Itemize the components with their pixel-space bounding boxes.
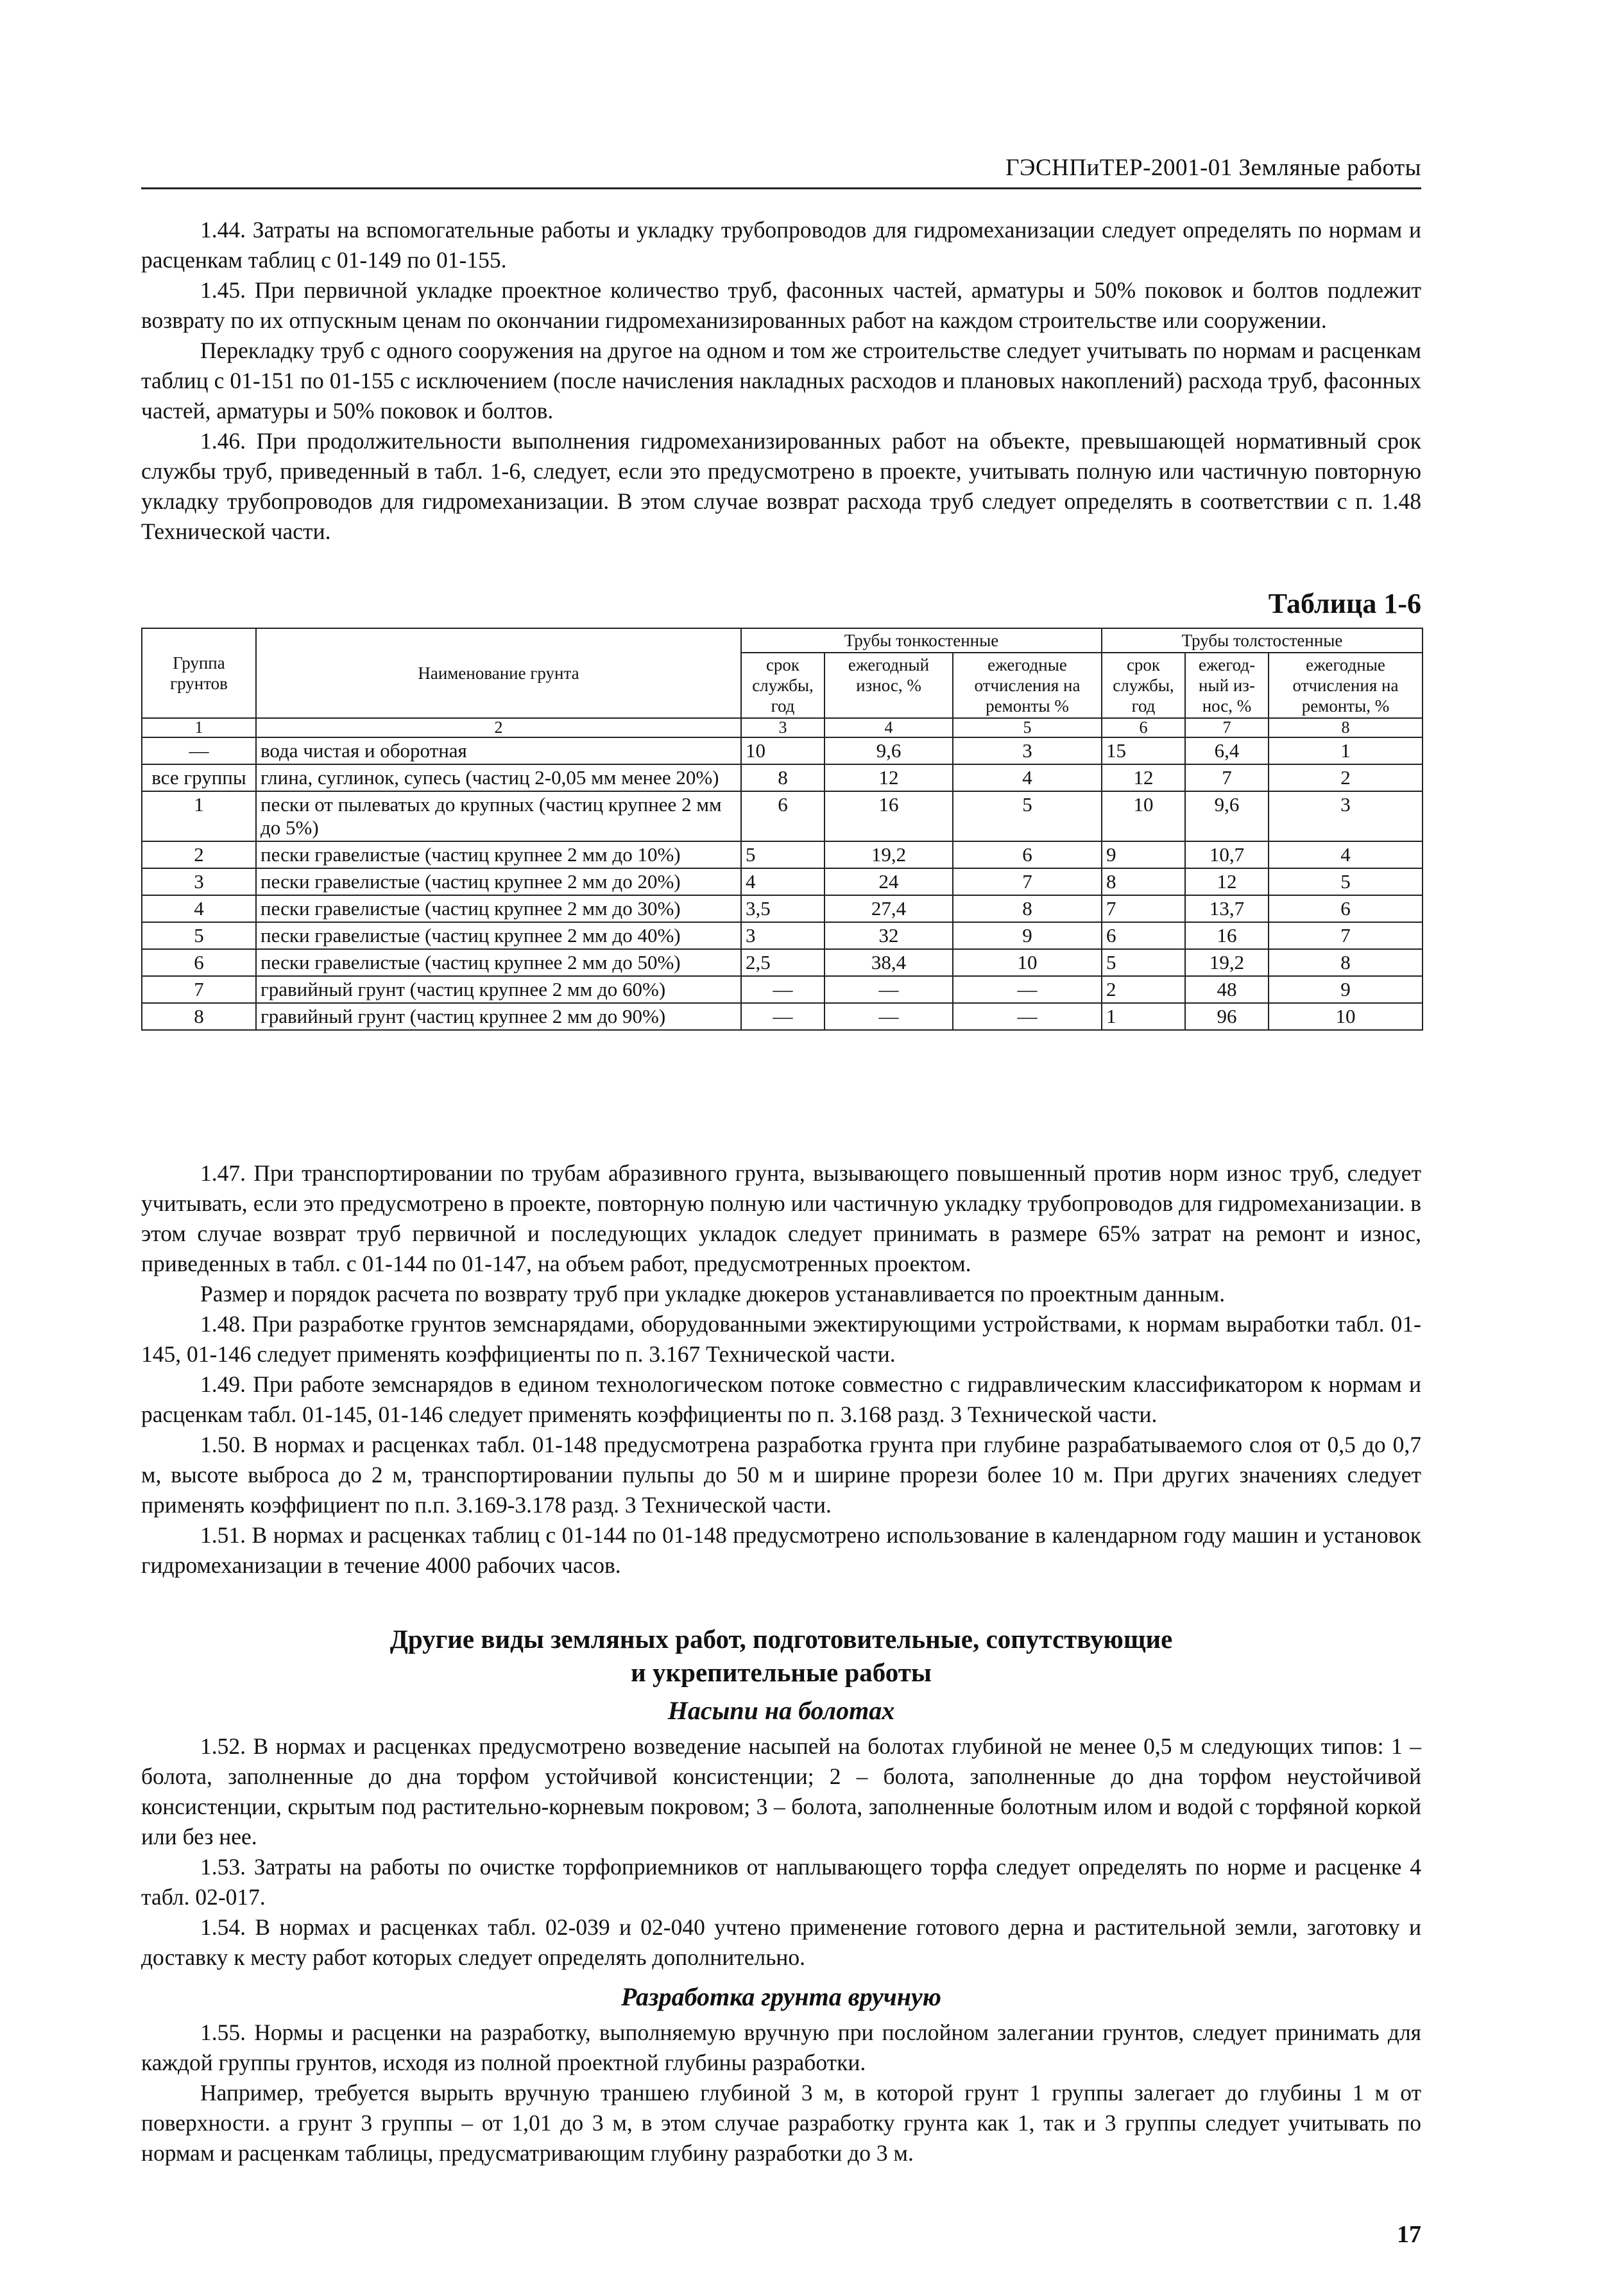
cell-group: 7 bbox=[142, 976, 256, 1003]
cell-name: пески гравелистые (частиц крупнее 2 мм до 50%) bbox=[256, 949, 741, 976]
cell-value: 10 bbox=[1269, 1003, 1423, 1030]
col-number: 8 bbox=[1269, 718, 1423, 737]
cell-group: 3 bbox=[142, 868, 256, 895]
cell-value: 10 bbox=[1102, 791, 1185, 841]
paragraph-1-47: 1.47. При транспортировании по трубам абразивного грунта, вызывающего повышенный против норм износ труб, следует учитывать, если это предусмотрено в проекте, повторную полную или частичную укладку трубопроводов для гидромеханизации. в этом случае возврат труб первичной и последующих укладок следует принимать в размере 65% затрат на ремонт и износ, приведенных в табл. с 01-144 по 01-147, на объем работ, предусмотренных проектом. bbox=[141, 1160, 1421, 1276]
paragraph-1-45: 1.45. При первичной укладке проектное количество труб, фасонных частей, арматуры и 50% поковок и болтов подлежит возврату по их отпускным ценам по окончании гидромеханизированных работ на каждом строительстве или сооружении. bbox=[141, 277, 1421, 333]
cell-value: 7 bbox=[1269, 922, 1423, 949]
cell-value: 4 bbox=[953, 764, 1102, 791]
cell-value: — bbox=[741, 1003, 825, 1030]
cell-value: 12 bbox=[825, 764, 953, 791]
header-name: Наименование грунта bbox=[256, 628, 741, 718]
table-row bbox=[142, 791, 1423, 841]
table-row bbox=[142, 841, 1423, 868]
table-row bbox=[142, 949, 1423, 976]
cell-value: 48 bbox=[1185, 976, 1269, 1003]
cell-value: 4 bbox=[741, 868, 825, 895]
cell-value: 2,5 bbox=[741, 949, 825, 976]
cell-value: 10,7 bbox=[1185, 841, 1269, 868]
subtitle-manual-digging: Разработка грунта вручную bbox=[621, 1982, 941, 2011]
header-wear-thin: ежегодный износ, % bbox=[825, 653, 953, 718]
page-number: 17 bbox=[1397, 2221, 1421, 2248]
cell-value: 13,7 bbox=[1185, 895, 1269, 922]
cell-value: 24 bbox=[825, 868, 953, 895]
cell-value: 5 bbox=[953, 791, 1102, 841]
col-number: 6 bbox=[1102, 718, 1185, 737]
cell-name: гравийный грунт (частиц крупнее 2 мм до 60%) bbox=[256, 976, 741, 1003]
table-row bbox=[142, 922, 1423, 949]
cell-value: 7 bbox=[1185, 764, 1269, 791]
cell-value: 19,2 bbox=[1185, 949, 1269, 976]
cell-value: 8 bbox=[953, 895, 1102, 922]
paragraph-1-52: 1.52. В нормах и расценках предусмотрено возведение насыпей на болотах глубиной не менее 0,5 м следующих типов: 1 – болота, заполненные до дна торфом устойчивой консистенции; 2 – болота, заполненные до дна торфом неустойчивой консистенции, скрытым под растительно-корневым покровом; 3 – болота, заполненные болотным илом и водой с торфяной коркой или без нее. bbox=[141, 1733, 1421, 1849]
running-header: ГЭСНПиТЕР-2001-01 Земляные работы bbox=[1005, 155, 1421, 181]
cell-value: 19,2 bbox=[825, 841, 953, 868]
cell-group: 1 bbox=[142, 791, 256, 841]
paragraphs-manual bbox=[141, 2018, 1421, 2168]
paragraph-1-50: 1.50. В нормах и расценках табл. 01-148 предусмотрена разработка грунта при глубине разрабатываемого слоя от 0,5 до 0,7 м, высоте выброса до 2 м, транспортировании пульпы до 50 м и ширине прорези более 10 м. При других значениях следует применять коэффициент по п.п. 3.169-3.178 разд. 3 Технической части. bbox=[141, 1432, 1421, 1518]
column-number-row bbox=[142, 718, 1423, 737]
cell-value: 6 bbox=[953, 841, 1102, 868]
table-title: Таблица 1-6 bbox=[1268, 588, 1421, 619]
cell-value: 7 bbox=[953, 868, 1102, 895]
cell-value: 12 bbox=[1185, 868, 1269, 895]
cell-value: 2 bbox=[1269, 764, 1423, 791]
paragraph-1-55: 1.55. Нормы и расценки на разработку, выполняемую вручную при послойном залегании грунтов, следует принимать для каждой группы грунтов, исходя из полной проектной глубины разработки. bbox=[141, 2020, 1421, 2075]
col-number: 1 bbox=[142, 718, 256, 737]
paragraph-1-46: 1.46. При продолжительности выполнения гидромеханизированных работ на объекте, превышающей нормативный срок службы труб, приведенный в табл. 1-6, следует, если это предусмотрено в проекте, учитывать полную или частичную повторную укладку трубопроводов для гидромеханизации. В этом случае возврат расхода труб следует определять в соответствии с п. 1.48 Технической части. bbox=[141, 428, 1421, 544]
col-number: 7 bbox=[1185, 718, 1269, 737]
table-body bbox=[142, 737, 1423, 1030]
paragraph-dukers: Размер и порядок расчета по возврату труб при укладке дюкеров устанавливается по проектным данным. bbox=[200, 1281, 1226, 1307]
table-row bbox=[142, 1003, 1423, 1030]
cell-group: 4 bbox=[142, 895, 256, 922]
cell-name: гравийный грунт (частиц крупнее 2 мм до 90%) bbox=[256, 1003, 741, 1030]
paragraph-1-44: 1.44. Затраты на вспомогательные работы и укладку трубопроводов для гидромеханизации следует определять по нормам и расценкам таблиц с 01-149 по 01-155. bbox=[141, 217, 1421, 273]
table-row bbox=[142, 895, 1423, 922]
cell-value: 2 bbox=[1102, 976, 1185, 1003]
header-life-thick: срок службы, год bbox=[1102, 653, 1185, 718]
header-repair-thin: ежегодные отчисления на ремонты % bbox=[953, 653, 1102, 718]
cell-name: пески гравелистые (частиц крупнее 2 мм до 30%) bbox=[256, 895, 741, 922]
cell-value: 16 bbox=[1185, 922, 1269, 949]
cell-value: 38,4 bbox=[825, 949, 953, 976]
table-row bbox=[142, 737, 1423, 764]
paragraphs-top bbox=[141, 215, 1421, 547]
cell-value: 27,4 bbox=[825, 895, 953, 922]
cell-value: 6 bbox=[1102, 922, 1185, 949]
header-life-thin: срок службы, год bbox=[741, 653, 825, 718]
cell-name: глина, суглинок, супесь (частиц 2-0,05 мм менее 20%) bbox=[256, 764, 741, 791]
cell-value: 32 bbox=[825, 922, 953, 949]
paragraph-1-53: 1.53. Затраты на работы по очистке торфоприемников от наплывающего торфа следует определять по норме и расценке 4 табл. 02-017. bbox=[141, 1854, 1421, 1910]
header-group: Группа грунтов bbox=[142, 628, 256, 718]
cell-value: — bbox=[741, 976, 825, 1003]
cell-value: 4 bbox=[1269, 841, 1423, 868]
cell-value: 5 bbox=[741, 841, 825, 868]
section-title-line1: Другие виды земляных работ, подготовительные, сопутствующие bbox=[389, 1624, 1173, 1654]
cell-value: 3 bbox=[1269, 791, 1423, 841]
cell-name: пески гравелистые (частиц крупнее 2 мм до 40%) bbox=[256, 922, 741, 949]
cell-value: 6 bbox=[1269, 895, 1423, 922]
cell-value: 10 bbox=[741, 737, 825, 764]
paragraph-relaying: Перекладку труб с одного сооружения на другое на одном и том же строительстве следует учитывать по нормам и расценкам таблиц с 01-151 по 01-155 с исключением (после начисления накладных расходов и плановых накоплений) расхода труб, фасонных частей, арматуры и 50% поковок и болтов. bbox=[141, 338, 1421, 424]
table-row bbox=[142, 764, 1423, 791]
paragraph-1-49: 1.49. При работе земснарядов в едином технологическом потоке совместно с гидравлическим классификатором к нормам и расценкам табл. 01-145, 01-146 следует применять коэффициенты по п. 3.168 разд. 3 Технической части. bbox=[141, 1371, 1421, 1427]
paragraphs-bogs bbox=[141, 1731, 1421, 1973]
cell-value: 6 bbox=[741, 791, 825, 841]
cell-group: 5 bbox=[142, 922, 256, 949]
col-number: 2 bbox=[256, 718, 741, 737]
col-number: 4 bbox=[825, 718, 953, 737]
cell-value: 9 bbox=[1269, 976, 1423, 1003]
cell-value: 3 bbox=[953, 737, 1102, 764]
header-wear-thick: ежегод-ный из-нос, % bbox=[1185, 653, 1269, 718]
cell-value: 96 bbox=[1185, 1003, 1269, 1030]
table-row bbox=[142, 868, 1423, 895]
cell-value: 12 bbox=[1102, 764, 1185, 791]
cell-value: 8 bbox=[741, 764, 825, 791]
cell-value: 3 bbox=[741, 922, 825, 949]
header-thin-pipes: Трубы тонкостенные bbox=[741, 628, 1102, 653]
cell-value: 9 bbox=[1102, 841, 1185, 868]
cell-value: 9 bbox=[953, 922, 1102, 949]
cell-value: 5 bbox=[1269, 868, 1423, 895]
header-repair-thick: ежегодные отчисления на ремонты, % bbox=[1269, 653, 1423, 718]
header-thick-pipes: Трубы толстостенные bbox=[1102, 628, 1423, 653]
cell-value: 15 bbox=[1102, 737, 1185, 764]
cell-group: 6 bbox=[142, 949, 256, 976]
paragraph-1-48: 1.48. При разработке грунтов земснарядами, оборудованными эжектирующими устройствами, к нормам выработки табл. 01-145, 01-146 следует применять коэффициенты по п. 3.167 Технической части. bbox=[141, 1311, 1421, 1367]
cell-value: 1 bbox=[1269, 737, 1423, 764]
cell-value: 3,5 bbox=[741, 895, 825, 922]
cell-value: 16 bbox=[825, 791, 953, 841]
col-number: 3 bbox=[741, 718, 825, 737]
cell-group: 8 bbox=[142, 1003, 256, 1030]
cell-name: вода чистая и оборотная bbox=[256, 737, 741, 764]
paragraphs-mid bbox=[141, 1158, 1421, 1581]
cell-value: 1 bbox=[1102, 1003, 1185, 1030]
cell-name: пески гравелистые (частиц крупнее 2 мм до 10%) bbox=[256, 841, 741, 868]
cell-value: 8 bbox=[1102, 868, 1185, 895]
cell-value: 9,6 bbox=[825, 737, 953, 764]
cell-value: 5 bbox=[1102, 949, 1185, 976]
header-rule bbox=[141, 187, 1421, 189]
cell-value: 6,4 bbox=[1185, 737, 1269, 764]
paragraph-1-54: 1.54. В нормах и расценках табл. 02-039 и 02-040 учтено применение готового дерна и растительной земли, заготовку и доставку к месту работ которых следует определять дополнительно. bbox=[141, 1914, 1421, 1970]
cell-name: пески от пылеватых до крупных (частиц крупнее 2 мм до 5%) bbox=[256, 791, 741, 841]
cell-value: — bbox=[953, 976, 1102, 1003]
cell-name: пески гравелистые (частиц крупнее 2 мм до 20%) bbox=[256, 868, 741, 895]
cell-value: 9,6 bbox=[1185, 791, 1269, 841]
paragraph-example: Например, требуется вырыть вручную траншею глубиной 3 м, в которой грунт 1 группы залегает до глубины 1 м от поверхности. а грунт 3 группы – от 1,01 до 3 м, в этом случае разработку грунта как 1, так и 3 группы следует учитывать по нормам и расценкам таблицы, предусматривающим глубину разработки до 3 м. bbox=[141, 2080, 1421, 2166]
cell-value: — bbox=[825, 976, 953, 1003]
cell-group: все группы bbox=[142, 764, 256, 791]
col-number: 5 bbox=[953, 718, 1102, 737]
pipe-wear-table bbox=[141, 628, 1423, 1031]
section-title-line2: и укрепительные работы bbox=[631, 1658, 932, 1687]
subtitle-bogs: Насыпи на болотах bbox=[667, 1696, 895, 1725]
cell-group: 2 bbox=[142, 841, 256, 868]
cell-value: 7 bbox=[1102, 895, 1185, 922]
cell-value: 10 bbox=[953, 949, 1102, 976]
paragraph-1-51: 1.51. В нормах и расценках таблиц с 01-144 по 01-148 предусмотрено использование в календарном году машин и установок гидромеханизации в течение 4000 рабочих часов. bbox=[141, 1522, 1421, 1578]
cell-group: — bbox=[142, 737, 256, 764]
cell-value: 8 bbox=[1269, 949, 1423, 976]
table-row bbox=[142, 976, 1423, 1003]
cell-value: — bbox=[825, 1003, 953, 1030]
cell-value: — bbox=[953, 1003, 1102, 1030]
